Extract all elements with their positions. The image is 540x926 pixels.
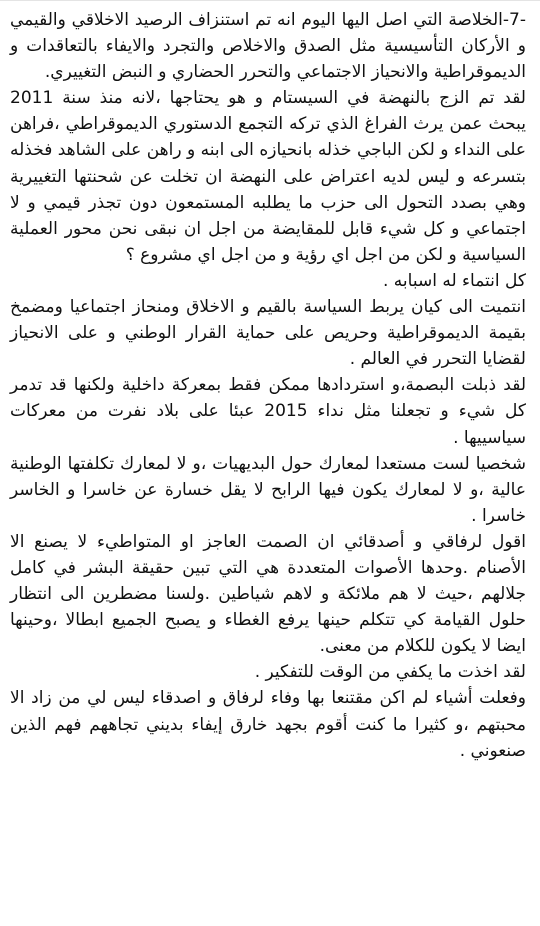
- paragraph-personally: شخصيا لست مستعدا لمعارك حول البديهيات ،و لا لمعارك تكلفتها الوطنية عالية ،و لا لمعارك يكون فيها الرابح لا يقل خسارة عن خاسرا و الخاسر خاسرا .: [10, 453, 526, 526]
- paragraph-belonging: كل انتماء له اسبابه .: [383, 270, 526, 291]
- paragraph-faded-imprint: لقد ذبلت البصمة،و استردادها ممكن فقط بمعركة داخلية ولكنها قد تدمر كل شيء و تجعلنا مثل نداء 2015 عبئا على بلاد نفرت من معركات سياسييها .: [10, 375, 526, 448]
- paragraph-system: لقد تم الزج بالنهضة في السيستام و هو يحتاجها ،لانه منذ سنة 2011 يبحث عمن يرث الفراغ الذي تركه التجمع الدستوري الديموقراطي ،فراهن على النداء و لكن الباجي خذله بانحيازه الى ابنه و راهن على الشاهد فخذله بتسرعه و ليس لديه اعتراض على النهضة ان تخلت عن شحنتها التغييرية وهي بصدد التحول الى حزب ما يطلبه المستمعون دون تجذر قيمي و لا اجتماعي و كل شيء قابل للمقايضة من اجل ان نبقى نحن محور العملية السياسية و لكن من اجل اي رؤية و من اجل اي مشروع ؟: [10, 88, 526, 265]
- article-body: [10, 7, 526, 764]
- paragraph-joined-entity: انتميت الى كيان يربط السياسة بالقيم و الاخلاق ومنحاز اجتماعيا ومضمخ بقيمة الديموقراطية وحريص على حماية القرار الوطني و على الانحياز لقضايا التحرر في العالم .: [10, 297, 526, 370]
- paragraph-did-things: وفعلت أشياء لم اكن مقتنعا بها وفاء لرفاق و اصدقاء ليس لي من زاد الا محبتهم ،و كثيرا ما كنت أقوم بجهد خارق إيفاء بديني تجاههم فهم الذين صنعوني .: [10, 688, 526, 761]
- paragraph-time-to-think: لقد اخذت ما يكفي من الوقت للتفكير .: [254, 662, 526, 683]
- paragraph-conclusion: -7-الخلاصة التي اصل اليها اليوم انه تم استنزاف الرصيد الاخلاقي والقيمي و الأركان التأسيسية مثل الصدق والاخلاص والتجرد والايفاء بالتعاقدات و الديموقراطية والانحياز الاجتماعي والتحرر الحضاري و النبض التغييري.: [10, 10, 526, 83]
- paragraph-to-comrades: اقول لرفاقي و أصدقائي ان الصمت العاجز او المتواطيء لا يصنع الا الأصنام .وحدها الأصوات المتعددة هي التي تبين حقيقة البشر في كامل جلالهم ،حيث لا هم ملائكة و لاهم شياطين .ولسنا مضطرين الى انتظار حلول القيامة كي تتكلم حينها يرفع الغطاء و يصبح الجميع ابطالا ،وحينها ايضا لا يكون للكلام من معنى.: [10, 531, 526, 657]
